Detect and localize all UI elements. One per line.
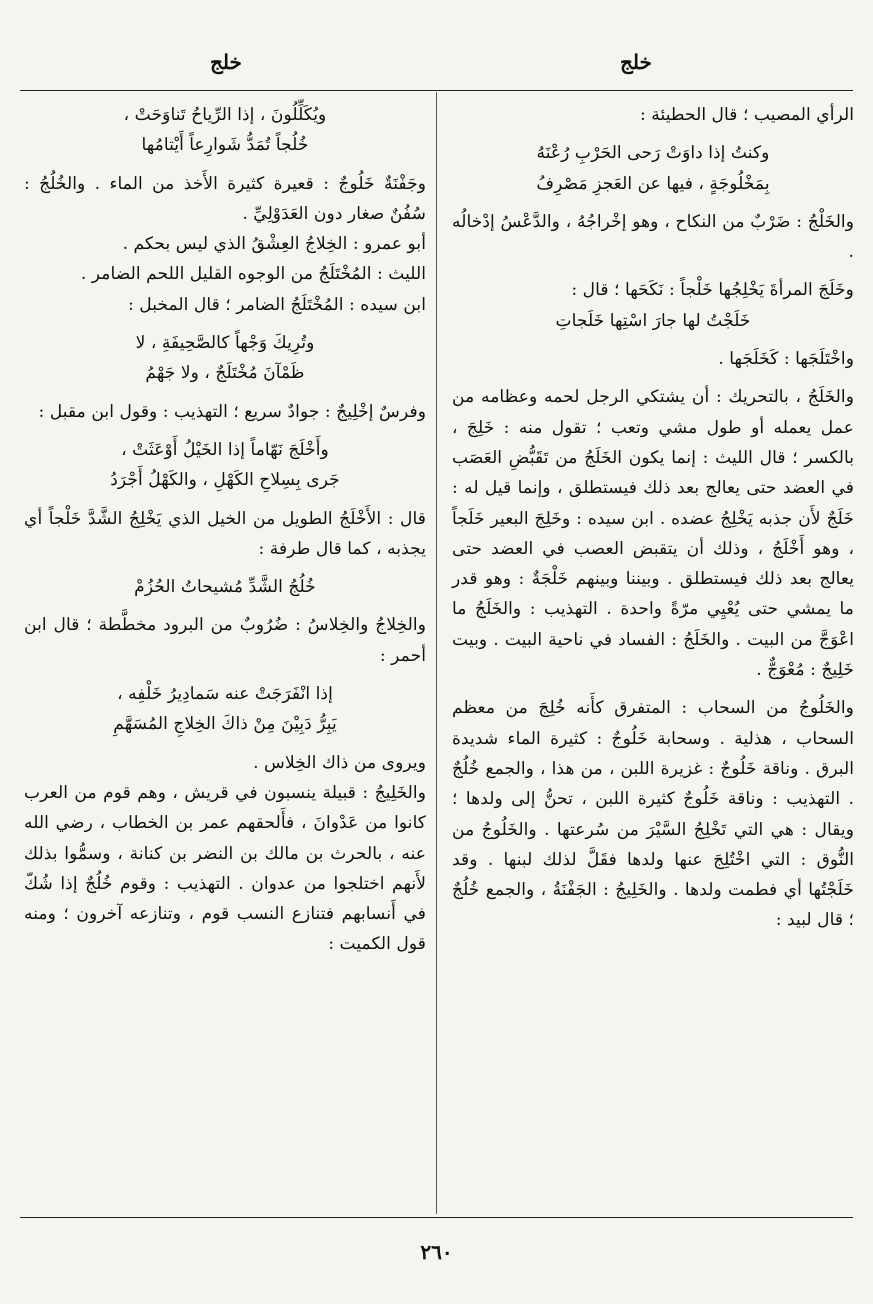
verse-line: وأَخْلَجَ نَهّاماً إذا الخَيْلُ أَوْعَثَتْ ، xyxy=(121,439,329,460)
verse-line: خُلُجاً تُمَدُّ شَوارِعاً أَيْتامُها xyxy=(141,135,309,156)
entry-paragraph: الرأي المصيب ؛ قال الحطيئة : xyxy=(640,105,854,125)
running-header-left: خلج xyxy=(210,50,242,74)
entry-paragraph: والخَلُوجُ من السحاب : المتفرق كأَنه خُلِجَ من معظم السحاب ، هذلية . وسحابة خَلُوجٌ : كثيرة الماء شديدة البرق . وناقة خَلُوجٌ : غزيرة اللبن ، من هذا ، والجمع خُلُجٌ . التهذيب : وناقة خَلُوجٌ كثيرة اللبن ، تحنُّ إلى ولدها ؛ ويقال : هي التي تَخْلِجُ السَّيْرَ من سُرعتها . والخَلُوجُ من النُّوق : التي اخْتُلِجَ عنها ولدها فقَلَّ لذلك لبنها . وقد خَلَجْتُها أي فطمت ولدها . والخَلِيجُ : الجَفْنَةُ ، والجمع خُلُجٌ ؛ قال لبيد : xyxy=(452,698,854,931)
verse-line: خُلُجُ الشَّدِّ مُشيحاتُ الحُزُمْ xyxy=(134,577,316,598)
verse-line: وتُرِيكَ وَجْهاً كالصَّحِيفَةِ ، لا xyxy=(135,333,315,354)
verse-line: ظَمْآنَ مُخْتَلَجٌ ، ولا جَهْمُ xyxy=(145,363,305,384)
column-divider xyxy=(436,92,437,1214)
verse-line: جَرى بِسِلاحِ الكَهْلِ ، والكَهْلُ أَجْرَدُ xyxy=(110,470,340,491)
entry-paragraph: والخَلْجُ : ضَرْبٌ من النكاح ، وهو إخْراجُهُ ، والدَّعْسُ إدْخالُه . xyxy=(452,211,854,263)
verse-line: إذا انْفَرَجَتْ عنه سَمادِيرُ خَلْفِه ، xyxy=(117,684,333,705)
entry-paragraph: أبو عمرو : الخِلاجُ العِشْقُ الذي ليس بحكم . xyxy=(122,234,426,255)
running-header-right: خلج xyxy=(620,50,652,74)
verse-line: وكنتُ إذا داوَتْ رَحى الحَرْبِ رُعْنَهُ xyxy=(536,143,770,164)
page-number: ٢٦٠ xyxy=(420,1240,453,1264)
entry-paragraph: وجَفْنَةٌ خَلُوجٌ : قعيرة كثيرة الأَخذ من الماء . والخُلُجُ : سُفُنٌ صغار دون العَدَوْلِيِّ . xyxy=(24,173,426,224)
entry-paragraph: قال : الأَخْلَجُ الطويل من الخيل الذي يَخْلِجُ الشَّدَّ خَلْجاً أي يجذبه ، كما قال طرفة : xyxy=(24,508,426,559)
verse-line: خَلَجْتُ لها جارَ اسْتِها خَلَجاتِ xyxy=(555,310,751,331)
verse-line: يَبِرُّ دَبِيْنَ مِنْ ذاكَ الخِلاجِ المُسَهَّمِ xyxy=(113,714,337,735)
entry-paragraph: وفرسٌ إخْلِيجٌ : جوادٌ سريع ؛ التهذيب : وقول ابن مقبل : xyxy=(38,401,426,422)
right-column xyxy=(452,100,854,936)
verse-line: بِمَخْلُوجَةٍ ، فيها عن العَجزِ مَصْرِفُ xyxy=(536,173,770,194)
entry-paragraph: ويروى من ذاك الخِلاس . xyxy=(253,752,426,773)
entry-paragraph: وخَلَجَ المرأةَ يَخْلِجُها خَلْجاً : نَكَحَها ؛ قال : xyxy=(571,280,854,301)
entry-paragraph: والخَلَجُ ، بالتحريك : أن يشتكي الرجل لحمه وعظامه من عمل يعمله أو طول مشي وتعب ؛ تقول منه : خَلِجَ ، بالكسر ؛ قال الليث : إنما يكون الخَلَجُ من تَقَبُّضِ العَصَب في العضد حتى يعالج بعد ذلك فيستطلق ، وإنما قيل له : خَلَجٌ لأَن جذبه يَخْلِجُ عضده . ابن سيده : وخَلِجَ البعير خَلَجاً ، وهو أَخْلَجُ ، وذلك أن يتقبض العصب في العضد حتى يعالج بعد ذلك فيستطلق . وبيننا وبينهم خَلْجَةٌ : وهو قدر ما يمشي حتى يُعْيِي مرّةً واحدة . التهذيب : والخَلَجُ ما اعْوَجَّ من البيت . والخَلَجُ : الفساد في ناحية البيت . وبيت خَلِيجٌ : مُعْوَجٌّ . xyxy=(452,387,854,681)
footer-rule xyxy=(20,1217,853,1218)
left-column xyxy=(24,100,426,960)
entry-paragraph: واخْتَلَجَها : كَخَلَجَها . xyxy=(718,349,854,370)
entry-paragraph: والخِلاجُ والخِلاسُ : ضُرُوبٌ من البرود مخطَّطة ؛ قال ابن أحمر : xyxy=(24,615,426,666)
entry-paragraph: ابن سيده : المُخْتَلَجُ الضامر ؛ قال المخبل : xyxy=(127,294,426,315)
entry-paragraph: والخَلِيجُ : قبيلة ينسبون في قريش ، وهم قوم من العرب كانوا من عَدْوانَ ، فأَلحقهم عمر بن الخطاب ، رضي الله عنه ، بالحرث بن مالك بن النضر بن كنانة ، وسمُّوا بذلك لأَنهم اختلجوا من عدوان . التهذيب : وقوم خُلُجٌ إذا شُكّ في أَنسابهم فتنازع النسب قوم ، وتنازعه آخرون ؛ ومنه قول الكميت : xyxy=(24,782,426,955)
header-rule xyxy=(20,90,853,91)
verse-line: ويُكَلِّلُونَ ، إذا الرِّياحُ تَناوَحَتْ ، xyxy=(123,105,327,125)
entry-paragraph: الليث : المُخْتَلَجُ من الوجوه القليل اللحم الضامر . xyxy=(80,264,426,285)
